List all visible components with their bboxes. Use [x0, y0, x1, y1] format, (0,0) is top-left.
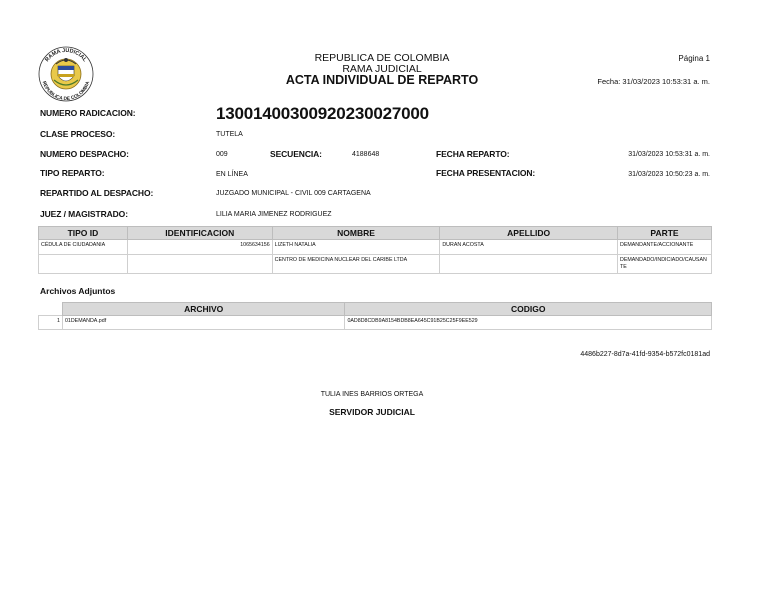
secuencia-label: SECUENCIA: [270, 149, 322, 159]
header-fecha: Fecha: 31/03/2023 10:53:31 a. m. [597, 77, 710, 86]
partes-table [38, 226, 712, 274]
col-identificacion: IDENTIFICACION [127, 227, 272, 240]
archivos-adjuntos-title: Archivos Adjuntos [40, 286, 116, 296]
col-nombre: NOMBRE [272, 227, 440, 240]
table-row [39, 240, 712, 255]
header-rama-judicial: RAMA JUDICIAL [342, 63, 422, 75]
col-codigo: CODIGO [345, 303, 712, 316]
cell-parte: DEMANDADO/INDICIADO/CAUSANTE [618, 255, 712, 274]
numero-despacho-label: NUMERO DESPACHO: [40, 149, 129, 159]
fecha-presentacion-label: FECHA PRESENTACION: [436, 168, 536, 178]
firma-cargo: SERVIDOR JUDICIAL [329, 407, 415, 417]
table-row [39, 316, 712, 330]
header-republica: REPUBLICA DE COLOMBIA [314, 52, 450, 64]
svg-text:RAMA JUDICIAL: RAMA JUDICIAL [44, 47, 88, 64]
rama-judicial-seal-icon [34, 40, 98, 104]
clase-proceso-label: CLASE PROCESO: [40, 129, 116, 139]
adjuntos-table [38, 302, 712, 330]
tipo-reparto-value: EN LÍNEA [216, 171, 248, 178]
cell-archivo[interactable]: 01DEMANDA.pdf [62, 316, 345, 330]
adjuntos-table-header [39, 303, 712, 316]
partes-table-header [39, 227, 712, 240]
numero-despacho-value: 009 [216, 151, 228, 158]
col-parte: PARTE [618, 227, 712, 240]
juez-label: JUEZ / MAGISTRADO: [40, 209, 128, 219]
numero-radicacion-value: 13001400300920230027000 [216, 104, 429, 123]
col-index [39, 303, 63, 316]
cell-parte: DEMANDANTE/ACCIONANTE [618, 240, 712, 255]
table-row [39, 255, 712, 274]
tipo-reparto-label: TIPO REPARTO: [40, 168, 105, 178]
cell-tipo-id [39, 255, 128, 274]
svg-text:REPUBLICA DE COLOMBIA: REPUBLICA DE COLOMBIA [40, 80, 92, 103]
cell-tipo-id: CÉDULA DE CIUDADANIA [39, 240, 128, 255]
secuencia-value: 4188648 [352, 151, 380, 158]
col-apellido: APELLIDO [440, 227, 618, 240]
cell-nombre: CENTRO DE MEDICINA NUCLEAR DEL CARIBE LTDA [272, 255, 440, 274]
fecha-reparto-label: FECHA REPARTO: [436, 149, 510, 159]
cell-nombre: LIZETH NATALIA [272, 240, 440, 255]
repartido-label: REPARTIDO AL DESPACHO: [40, 188, 154, 198]
document-uuid: 4486b227-8d7a-41fd-9354-b572fc0181ad [580, 351, 710, 358]
cell-codigo: 0AD8D8CDB9A8154BDB8EA645C91B25C25F9EE529 [345, 316, 712, 330]
document-title: ACTA INDIVIDUAL DE REPARTO [285, 73, 479, 87]
cell-apellido: DURAN ACOSTA [440, 240, 618, 255]
cell-identificacion [127, 255, 272, 274]
cell-identificacion: 1065634156 [127, 240, 272, 255]
page-number: Página 1 [678, 54, 710, 63]
numero-radicacion-label: NUMERO RADICACION: [40, 108, 136, 118]
repartido-value: JUZGADO MUNICIPAL - CIVIL 009 CARTAGENA [216, 190, 371, 197]
fecha-reparto-value: 31/03/2023 10:53:31 a. m. [628, 151, 710, 158]
juez-value: LILIA MARIA JIMENEZ RODRIGUEZ [216, 211, 332, 218]
col-tipo-id: TIPO ID [39, 227, 128, 240]
clase-proceso-value: TUTELA [216, 131, 243, 138]
col-archivo: ARCHIVO [62, 303, 345, 316]
cell-apellido [440, 255, 618, 274]
fecha-presentacion-value: 31/03/2023 10:50:23 a. m. [628, 171, 710, 178]
firma-nombre: TULIA INES BARRIOS ORTEGA [320, 391, 424, 398]
cell-index: 1 [39, 316, 63, 330]
